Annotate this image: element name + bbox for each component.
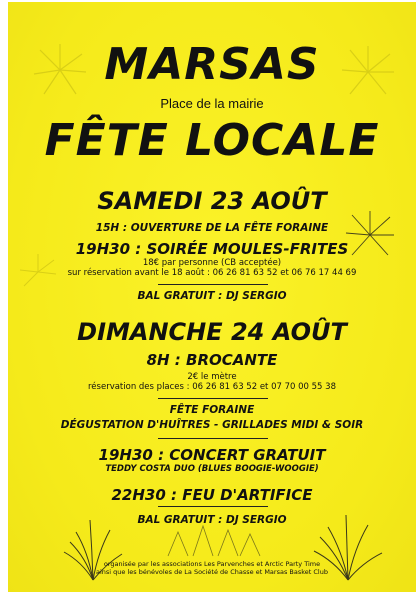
flea-market-text: 8H : BROCANTE	[146, 351, 278, 369]
divider	[158, 398, 268, 399]
sunday-heading: DIMANCHE 24 AOÛT	[77, 318, 347, 346]
organizers-line-2: ainsi que les bénévoles de La Société de Chasse et Marsas Basket Club	[96, 568, 328, 576]
divider	[158, 506, 268, 507]
poster-sheet	[8, 2, 416, 592]
fair-opening-text: 15H : OUVERTURE DE LA FÊTE FORAINE	[95, 222, 329, 234]
dinner-text: 19H30 : SOIRÉE MOULES-FRITES	[75, 240, 349, 258]
organizers-line-1: organisée par les associations Les Parvenches et Arctic Party Time	[103, 560, 321, 568]
band-text: TEDDY COSTA DUO (BLUES BOOGIE-WOOGIE)	[105, 464, 319, 474]
divider	[158, 284, 268, 285]
dinner-booking-text: sur réservation avant le 18 août : 06 26 81 63 52 et 06 76 17 44 69	[67, 268, 357, 278]
event-title: FÊTE LOCALE	[44, 115, 380, 166]
food-text: DÉGUSTATION D'HUÎTRES - GRILLADES MIDI & SOIR	[60, 419, 364, 431]
concert-text: 19H30 : CONCERT GRATUIT	[98, 446, 326, 464]
meter-price-text: 2€ le mètre	[187, 372, 237, 382]
fireworks-text: 22H30 : FEU D'ARTIFICE	[111, 486, 313, 504]
town-title: MARSAS	[104, 39, 320, 90]
funfair-text: FÊTE FORAINE	[169, 404, 255, 416]
venue-text: Place de la mairie	[160, 96, 264, 111]
sunday-dance-text: BAL GRATUIT : DJ SERGIO	[137, 514, 287, 526]
saturday-dance-text: BAL GRATUIT : DJ SERGIO	[137, 290, 287, 302]
flea-booking-text: réservation des places : 06 26 81 63 52 et 07 70 00 55 38	[88, 382, 336, 392]
divider	[158, 438, 268, 439]
dinner-price-text: 18€ par personne (CB acceptée)	[142, 258, 282, 268]
saturday-heading: SAMEDI 23 AOÛT	[97, 187, 327, 215]
